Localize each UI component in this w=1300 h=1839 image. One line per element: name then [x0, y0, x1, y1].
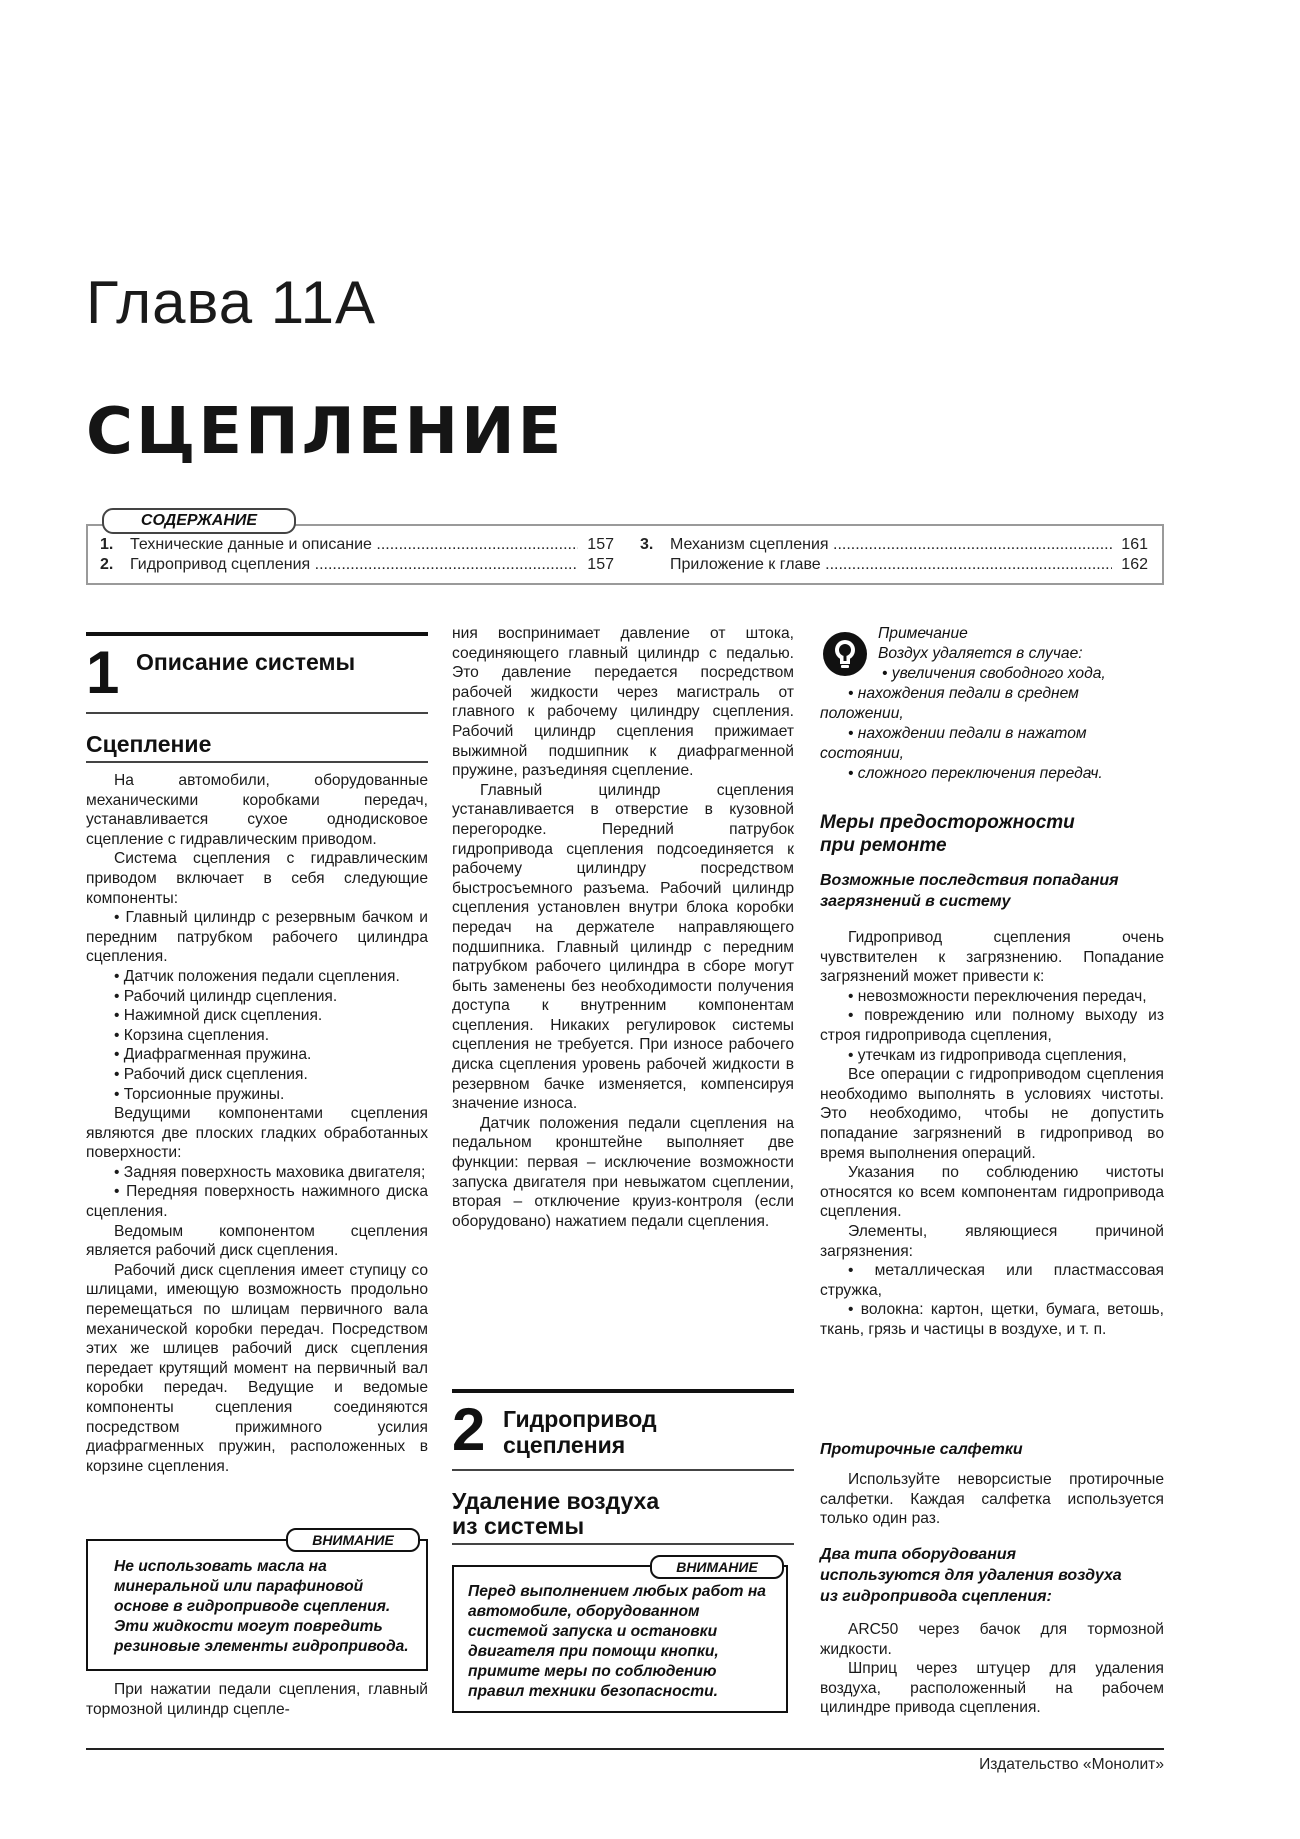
paragraph: Ведомым компонентом сцепления является рабочий диск сцепления. [86, 1222, 428, 1260]
note-header [878, 624, 1164, 684]
sub-heading: загрязнений в систему [820, 893, 1011, 910]
paragraph: Датчик положения педали сцепления на педальном кронштейне выполняет две функции: первая – исключение возможности запуска двигателя при невыжатом сцеплении, вторая – отключение круиз-контроля (если оборудовано) нажатием педали сцепления. [452, 1114, 794, 1230]
bullet-item: • Главный цилиндр с резервным бачком и передним патрубком рабочего цилиндра сцепления. [86, 908, 428, 967]
toc-item-number: 2. [100, 556, 114, 573]
toc-label: СОДЕРЖАНИЕ [102, 508, 296, 534]
toc-item-page: 157 [587, 536, 614, 553]
warning-label: ВНИМАНИЕ [286, 1528, 420, 1552]
section-number: 2 [452, 1396, 486, 1463]
section-rule [86, 632, 428, 636]
paragraph: Рабочий диск сцепления имеет ступицу со шлицами, имеющую возможность продольно перемещаться по шлицам первичного вала механической коробки передач. Посредством этих же шлицев рабочий диск сцепления передает крутящий момент на первичный вал коробки передач. Ведущие и ведомые компоненты сцепления соединяются посредством прижимного усилия диафрагменных пружин, расположенных в корзине сцепления. [86, 1261, 428, 1475]
subsection-rule [452, 1543, 794, 1545]
toc-item-page: 157 [587, 556, 614, 573]
section-number: 1 [86, 639, 120, 706]
toc-item-text: Технические данные и описание ..... [130, 535, 578, 555]
paragraph: Все операции с гидроприводом сцепления необходимо выполнять в условиях чистоты. Это необходимо, чтобы не допустить попадание загрязнений в гидропривод во время выполнения операций. [820, 1066, 1164, 1162]
paragraph: ARC50 через бачок для тормозной жидкости. [820, 1621, 1164, 1658]
subsection-title: Удаление воздуха [452, 1488, 660, 1514]
publisher-footer: Издательство «Монолит» [979, 1756, 1164, 1773]
column-1-text [86, 771, 428, 1476]
section-title: сцепления [503, 1432, 626, 1458]
sub-heading: Два типа оборудования [820, 1546, 1017, 1563]
bullet-item: • невозможности переключения передач, [820, 987, 1164, 1007]
column-3-text [820, 1470, 1164, 1529]
footer-rule [86, 1748, 1164, 1750]
section-rule [452, 1389, 794, 1393]
bullet-item: • Нажимной диск сцепления. [86, 1006, 428, 1026]
sub-heading: из гидропривода сцепления: [820, 1588, 1052, 1605]
paragraph: ния воспринимает давление от штока, соединяющего главный цилиндр с педалью. Это давление передается посредством рабочей жидкости через магистраль от главного к рабочему цилиндру сцепления. Рабочий цилиндр сцепления прижимает выжимной подшипник к диафрагменной пружине, разъединяя сцепление. [452, 625, 794, 780]
toc-item-text: Приложение к главе ..... [670, 555, 1112, 575]
toc-item-number: 1. [100, 536, 114, 553]
sub-heading: используются для удаления воздуха [820, 1567, 1122, 1584]
bullet-item: • Рабочий цилиндр сцепления. [86, 987, 428, 1007]
paragraph: При нажатии педали сцепления, главный тормозной цилиндр сцепле- [86, 1681, 428, 1718]
lightbulb-icon [822, 631, 868, 677]
toc-item[interactable] [100, 535, 614, 555]
sub-heading: Протирочные салфетки [820, 1441, 1023, 1458]
section-heading: Меры предосторожности [820, 812, 1075, 833]
toc-item-number: 3. [640, 536, 654, 553]
column-2-text [452, 624, 794, 1231]
paragraph: Главный цилиндр сцепления устанавливается в отверстие в кузовной перегородке. Передний патрубок гидропривода сцепления подсоединяется к рабочему цилиндру посредством быстросъемного разъема. Рабочий цилиндр сцепления установлен внутри блока коробки передач на держателе направляющего подшипника. Главный цилиндр с передним патрубком рабочего цилиндра в сборе могут быть заменены без необходимости получения доступа к внутренним компонентам сцепления. Никаких регулировок системы сцепления не требуется. При износе рабочего диска сцепления уровень рабочей жидкости в резервном бачке изменяется, компенсируя значение износа. [452, 781, 794, 1113]
bullet-item: • металлическая или пластмассовая стружка, [820, 1261, 1164, 1300]
paragraph: Система сцепления с гидравлическим приводом включает в себя следующие компоненты: [86, 850, 428, 907]
bullet-item: • повреждению или полному выходу из строя гидропривода сцепления, [820, 1006, 1164, 1045]
paragraph: Используйте неворсистые протирочные салфетки. Каждая салфетка используется только один раз. [820, 1471, 1164, 1528]
toc-item[interactable] [100, 555, 614, 575]
paragraph: Ведущими компонентами сцепления являются две плоских гладких обработанных поверхности: [86, 1105, 428, 1162]
warning-text: Перед выполнением любых работ на автомобиле, оборудованном системой запуска и остановки двигателя при помощи кнопки, примите меры по соблюдению правил техники безопасности. [468, 1583, 766, 1700]
note-lead: Воздух удаляется в случае: [878, 645, 1083, 662]
note-item: • нахождении педали в нажатом состоянии, [820, 724, 1164, 764]
warning-label: ВНИМАНИЕ [650, 1555, 784, 1579]
column-3-text [820, 1620, 1164, 1718]
toc-item-page: 162 [1121, 556, 1148, 573]
bullet-item: • Корзина сцепления. [86, 1026, 428, 1046]
paragraph: Элементы, являющиеся причиной загрязнения: [820, 1222, 1164, 1260]
section-heading: при ремонте [820, 835, 947, 856]
note-item: • нахождения педали в среднем положении, [820, 684, 1164, 724]
warning-text: Не использовать масла на минеральной или парафиновой основе в гидроприводе сцепления. Эти жидкости могут повредить резиновые элементы гидропривода. [114, 1558, 409, 1655]
paragraph: Шприц через штуцер для удаления воздуха, расположенный на рабочем цилиндре привода сцепления. [820, 1660, 1164, 1717]
note-item: • сложного переключения передач. [820, 764, 1164, 784]
paragraph: Указания по соблюдению чистоты относятся ко всем компонентам гидропривода сцепления. [820, 1164, 1164, 1221]
note-item: • увеличения свободного хода, [878, 664, 1164, 684]
note-body [820, 684, 1164, 784]
bullet-item: • Задняя поверхность маховика двигателя; [86, 1163, 428, 1183]
chapter-heading: Глава 11А [86, 269, 377, 336]
sub-heading: Возможные последствия попадания [820, 872, 1119, 889]
column-1-tail [86, 1680, 428, 1719]
bullet-item: • Торсионные пружины. [86, 1085, 428, 1105]
toc-item[interactable] [640, 535, 1148, 555]
bullet-item: • Рабочий диск сцепления. [86, 1065, 428, 1085]
toc-item-text: Механизм сцепления ..... [670, 535, 1112, 555]
column-3-text [820, 928, 1164, 1339]
toc-item-number [640, 555, 670, 575]
bullet-item: • Диафрагменная пружина. [86, 1045, 428, 1065]
note-title: Примечание [878, 625, 968, 642]
toc-item[interactable] [640, 555, 1148, 575]
toc-item-page: 161 [1121, 536, 1148, 553]
section-title: Гидропривод [503, 1406, 657, 1432]
paragraph: Гидропривод сцепления очень чувствителен к загрязнению. Попадание загрязнений может привести к: [820, 929, 1164, 986]
subsection-rule [86, 761, 428, 763]
toc-item-text: Гидропривод сцепления ..... [130, 555, 578, 575]
paragraph: На автомобили, оборудованные механическими коробками передач, устанавливается сухое однодисковое сцепление с гидравлическим приводом. [86, 772, 428, 848]
subsection-title: Сцепление [86, 731, 212, 757]
bullet-item: • Передняя поверхность нажимного диска сцепления. [86, 1182, 428, 1221]
bullet-item: • волокна: картон, щетки, бумага, ветошь, ткань, грязь и частицы в воздухе, и т. п. [820, 1300, 1164, 1339]
bullet-item: • Датчик положения педали сцепления. [86, 967, 428, 987]
section-rule [452, 1469, 794, 1471]
page-title: СЦЕПЛЕНИЕ [86, 395, 565, 469]
section-rule [86, 712, 428, 714]
section-title: Описание системы [136, 649, 356, 675]
bullet-item: • утечкам из гидропривода сцепления, [820, 1046, 1164, 1066]
subsection-title: из системы [452, 1513, 585, 1539]
